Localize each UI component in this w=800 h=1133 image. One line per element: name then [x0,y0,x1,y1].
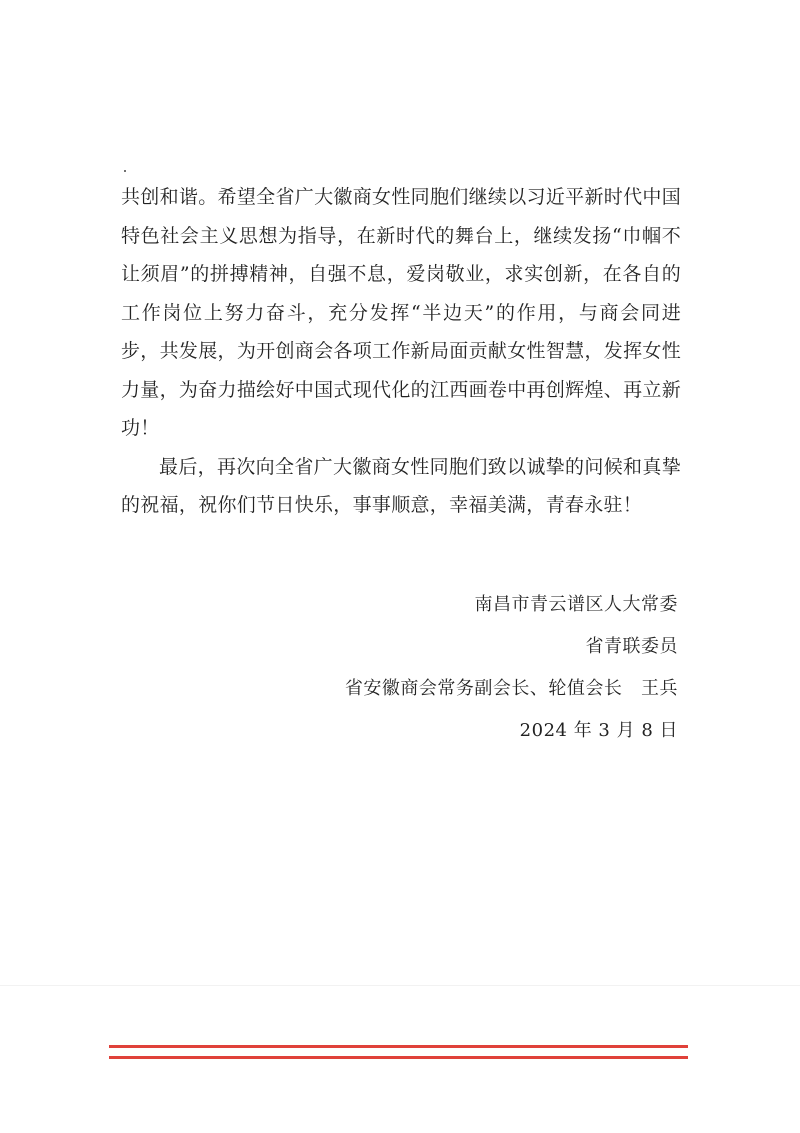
footer-red-rule-bottom [109,1056,688,1059]
signature-date: 2024 年 3 月 8 日 [519,720,678,741]
signature-title-1: 南昌市青云谱区人大常委 [474,594,678,615]
letter-body [121,178,681,525]
paragraph-continuation: 共创和谐。希望全省广大徽商女性同胞们继续以习近平新时代中国特色社会主义思想为指导，在新时代的舞台上，继续发扬“巾帼不让须眉”的拼搏精神，自强不息，爱岗敬业，求实创新，在各自的工作岗位上努力奋斗，充分发挥“半边天”的作用，与商会同进步，共发展，为开创商会各项工作新局面贡献女性智慧，发挥女性力量，为奋力描绘好中国式现代化的江西画卷中再创辉煌、再立新功！ [121,186,681,439]
paragraph-closing: 最后，再次向全省广大徽商女性同胞们致以诚挚的问候和真挚的祝福，祝你们节日快乐，事事顺意，幸福美满，青春永驻！ [121,455,681,516]
signature-title-2: 省青联委员 [585,636,678,657]
signature-block [345,584,678,752]
scan-speck [124,170,126,172]
scan-edge-mark [0,985,800,986]
signature-name: 省安徽商会常务副会长、轮值会长 王兵 [344,678,678,699]
footer-red-rule-top [109,1045,688,1048]
